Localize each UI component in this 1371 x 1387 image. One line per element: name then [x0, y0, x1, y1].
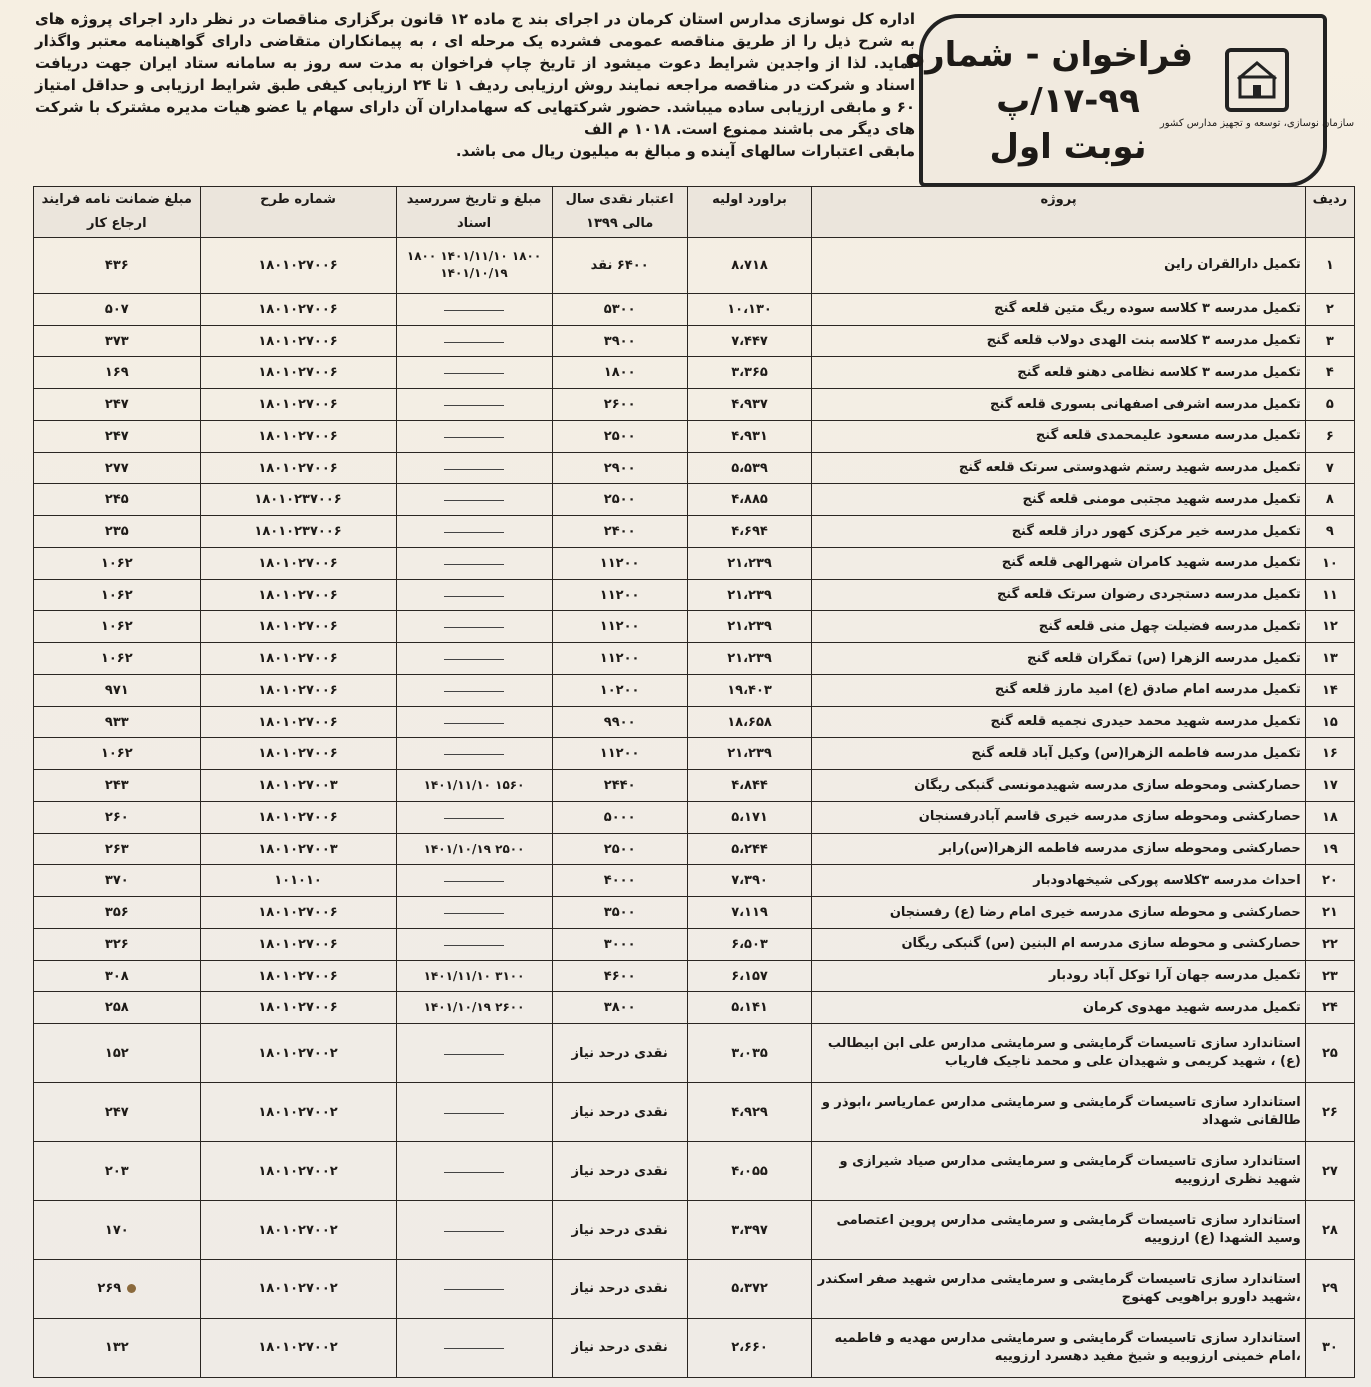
empty-dash: [444, 1170, 504, 1173]
plan-number: ۱۸۰۱۰۲۷۰۰۶: [200, 389, 396, 421]
table-body: [34, 238, 1355, 1378]
title-line-3: نوبت اول: [989, 127, 1147, 167]
empty-dash: [444, 530, 504, 533]
cash-credit: ۵۰۰۰: [552, 801, 687, 833]
empty-dash: [444, 1287, 504, 1290]
row-number: ۲۶: [1305, 1083, 1354, 1142]
guarantee-amount: ۲۴۷: [34, 1083, 201, 1142]
document-amount: [396, 674, 552, 706]
empty-dash: [444, 657, 504, 660]
initial-estimate: ۴،۸۸۵: [687, 484, 812, 516]
project-name: استاندارد سازی تاسیسات گرمایشی و سرمایشی مدارس عماریاسر ،ابوذر و طالقانی شهداد: [812, 1083, 1305, 1142]
table-row: [34, 674, 1355, 706]
guarantee-amount: ۲۷۷: [34, 452, 201, 484]
guarantee-amount: ۲۵۸: [34, 992, 201, 1024]
document-amount: [396, 1083, 552, 1142]
row-number: ۲۴: [1305, 992, 1354, 1024]
table-row: [34, 897, 1355, 929]
initial-estimate: ۵،۲۴۴: [687, 833, 812, 865]
table-row: [34, 516, 1355, 548]
document-amount: ۲۶۰۰ ۱۴۰۱/۱۰/۱۹: [396, 992, 552, 1024]
empty-dash: [444, 371, 504, 374]
project-name: تکمیل مدرسه شهید مهدوی کرمان: [812, 992, 1305, 1024]
row-number: ۴: [1305, 357, 1354, 389]
row-number: ۸: [1305, 484, 1354, 516]
plan-number: ۱۸۰۱۰۲۷۰۰۶: [200, 357, 396, 389]
table-row: [34, 1260, 1355, 1319]
empty-dash: [444, 752, 504, 755]
header-amount: مبلغ و تاریخ سررسید اسناد: [396, 187, 552, 238]
ink-dot-mark: [127, 1284, 136, 1293]
plan-number: ۱۸۰۱۰۲۷۰۰۶: [200, 897, 396, 929]
table-row: [34, 611, 1355, 643]
guarantee-amount: ۱۰۶۲: [34, 738, 201, 770]
initial-estimate: ۶،۱۵۷: [687, 960, 812, 992]
initial-estimate: ۶،۵۰۳: [687, 928, 812, 960]
organization-logo: [1159, 48, 1355, 158]
document-amount: [396, 865, 552, 897]
initial-estimate: ۳،۰۳۵: [687, 1024, 812, 1083]
project-name: تکمیل مدرسه امام صادق (ع) امید مارز قلعه گنج: [812, 674, 1305, 706]
table-row: [34, 389, 1355, 421]
table-row: [34, 452, 1355, 484]
project-name: حصارکشی ومحوطه سازی مدرسه فاطمه الزهرا(س)رابر: [812, 833, 1305, 865]
project-name: استاندارد سازی تاسیسات گرمایشی و سرمایشی مدارس علی ابن ابیطالب (ع) ، شهید کریمی و شهیدان علی و محمد ناجیک فاریاب: [812, 1024, 1305, 1083]
project-name: استاندارد سازی تاسیسات گرمایشی و سرمایشی مدارس صیاد شیرازی و شهید نظری ارزوییه: [812, 1142, 1305, 1201]
initial-estimate: ۸،۷۱۸: [687, 238, 812, 294]
cash-credit: ۶۴۰۰ نقد: [552, 238, 687, 294]
initial-estimate: ۲۱،۲۳۹: [687, 579, 812, 611]
row-number: ۱: [1305, 238, 1354, 294]
row-number: ۲۱: [1305, 897, 1354, 929]
cash-credit: ۱۱۲۰۰: [552, 643, 687, 675]
plan-number: ۱۸۰۱۰۲۷۰۰۲: [200, 1142, 396, 1201]
document-amount: [396, 1201, 552, 1260]
project-name: تکمیل مدرسه شهید رستم شهدوستی سرتک قلعه گنج: [812, 452, 1305, 484]
table-row: [34, 643, 1355, 675]
project-name: تکمیل مدرسه ۳ کلاسه بنت الهدی دولاب قلعه گنج: [812, 325, 1305, 357]
row-number: ۳: [1305, 325, 1354, 357]
cash-credit: ۲۴۰۰: [552, 516, 687, 548]
document-amount: ۱۸۰۰ ۱۴۰۱/۱۱/۱۰ ۱۸۰۰ ۱۴۰۱/۱۰/۱۹: [396, 238, 552, 294]
table-row: [34, 992, 1355, 1024]
initial-estimate: ۴،۹۳۷: [687, 389, 812, 421]
cash-credit: ۹۹۰۰: [552, 706, 687, 738]
document-amount: [396, 452, 552, 484]
guarantee-amount: ۴۳۶: [34, 238, 201, 294]
cash-credit: ۴۶۰۰: [552, 960, 687, 992]
cash-credit: نقدی درحد نیاز: [552, 1260, 687, 1319]
guarantee-amount: ۳۰۸: [34, 960, 201, 992]
row-number: ۱۳: [1305, 643, 1354, 675]
plan-number: ۱۸۰۱۰۲۷۰۰۲: [200, 1083, 396, 1142]
row-number: ۵: [1305, 389, 1354, 421]
table-row: [34, 547, 1355, 579]
initial-estimate: ۴،۸۴۴: [687, 770, 812, 802]
title-line-1: فراخوان - شماره: [905, 35, 1193, 75]
empty-dash: [444, 594, 504, 597]
header-guarantee: مبلغ ضمانت نامه فرایند ارجاع کار: [34, 187, 201, 238]
cash-credit: نقدی درحد نیاز: [552, 1083, 687, 1142]
guarantee-amount: ۵۰۷: [34, 293, 201, 325]
initial-estimate: ۱۹،۴۰۳: [687, 674, 812, 706]
document-amount: [396, 357, 552, 389]
row-number: ۱۱: [1305, 579, 1354, 611]
header-no: ردیف: [1305, 187, 1354, 238]
guarantee-amount: ۱۵۲: [34, 1024, 201, 1083]
cash-credit: ۲۹۰۰: [552, 452, 687, 484]
guarantee-amount: ۳۲۶: [34, 928, 201, 960]
table-row: [34, 801, 1355, 833]
initial-estimate: ۷،۴۴۷: [687, 325, 812, 357]
initial-estimate: ۵،۳۷۲: [687, 1260, 812, 1319]
document-amount: [396, 897, 552, 929]
table-row: [34, 325, 1355, 357]
document-amount: [396, 293, 552, 325]
table-row: [34, 238, 1355, 294]
cash-credit: ۱۱۲۰۰: [552, 547, 687, 579]
row-number: ۲۷: [1305, 1142, 1354, 1201]
guarantee-value: ۲۶۹: [97, 1281, 122, 1297]
table-row: [34, 1142, 1355, 1201]
project-name: تکمیل مدرسه اشرفی اصفهانی بسوری قلعه گنج: [812, 389, 1305, 421]
document-amount: [396, 643, 552, 675]
initial-estimate: ۴،۹۳۱: [687, 420, 812, 452]
initial-estimate: ۲۱،۲۳۹: [687, 643, 812, 675]
initial-estimate: ۳،۳۹۷: [687, 1201, 812, 1260]
document-amount: [396, 706, 552, 738]
project-name: حصارکشی و محوطه سازی مدرسه خیری امام رضا (ع) رفسنجان: [812, 897, 1305, 929]
plan-number: ۱۸۰۱۰۲۷۰۰۶: [200, 674, 396, 706]
guarantee-amount: ۲۶۳: [34, 833, 201, 865]
cash-credit: ۱۱۲۰۰: [552, 738, 687, 770]
plan-number: ۱۰۱۰۱۰: [200, 865, 396, 897]
cash-credit: ۴۰۰۰: [552, 865, 687, 897]
project-name: استاندارد سازی تاسیسات گرمایشی و سرمایشی مدارس پروین اعتصامی وسید الشهدا (ع) ارزوییه: [812, 1201, 1305, 1260]
empty-dash: [444, 467, 504, 470]
document-amount: [396, 579, 552, 611]
document-amount: [396, 547, 552, 579]
cash-credit: ۲۵۰۰: [552, 420, 687, 452]
table-row: [34, 1083, 1355, 1142]
empty-dash: [444, 911, 504, 914]
guarantee-amount: [34, 1260, 201, 1319]
plan-number: ۱۸۰۱۰۲۷۰۰۲: [200, 1260, 396, 1319]
plan-number: ۱۸۰۱۰۲۷۰۰۶: [200, 238, 396, 294]
empty-dash: [444, 340, 504, 343]
initial-estimate: ۳،۳۶۵: [687, 357, 812, 389]
table-row: [34, 960, 1355, 992]
project-name: تکمیل مدرسه فاطمه الزهرا(س) وکیل آباد قلعه گنج: [812, 738, 1305, 770]
projects-table: [33, 186, 1355, 1378]
header: [20, 8, 1355, 180]
empty-dash: [444, 1346, 504, 1349]
plan-number: ۱۸۰۱۰۲۳۷۰۰۶: [200, 516, 396, 548]
project-name: تکمیل مدرسه شهید کامران شهرالهی قلعه گنج: [812, 547, 1305, 579]
guarantee-amount: ۱۰۶۲: [34, 643, 201, 675]
empty-dash: [444, 1111, 504, 1114]
project-name: تکمیل مدرسه جهان آرا توکل آباد رودبار: [812, 960, 1305, 992]
cash-credit: ۵۳۰۰: [552, 293, 687, 325]
plan-number: ۱۸۰۱۰۲۷۰۰۶: [200, 992, 396, 1024]
initial-estimate: ۵،۵۳۹: [687, 452, 812, 484]
plan-number: ۱۸۰۱۰۲۷۰۰۳: [200, 770, 396, 802]
document-amount: [396, 801, 552, 833]
table-row: [34, 1024, 1355, 1083]
cash-credit: ۳۰۰۰: [552, 928, 687, 960]
initial-estimate: ۵،۱۴۱: [687, 992, 812, 1024]
plan-number: ۱۸۰۱۰۲۳۷۰۰۶: [200, 484, 396, 516]
initial-estimate: ۱۰،۱۳۰: [687, 293, 812, 325]
cash-credit: نقدی درحد نیاز: [552, 1024, 687, 1083]
plan-number: ۱۸۰۱۰۲۷۰۰۲: [200, 1024, 396, 1083]
plan-number: ۱۸۰۱۰۲۷۰۰۲: [200, 1201, 396, 1260]
title-box: [905, 14, 1355, 187]
project-name: حصارکشی ومحوطه سازی مدرسه خیری قاسم آبادرفسنجان: [812, 801, 1305, 833]
guarantee-amount: ۱۳۲: [34, 1318, 201, 1377]
empty-dash: [444, 1052, 504, 1055]
table-row: [34, 357, 1355, 389]
guarantee-amount: ۳۵۶: [34, 897, 201, 929]
initial-estimate: ۷،۱۱۹: [687, 897, 812, 929]
cash-credit: نقدی درحد نیاز: [552, 1318, 687, 1377]
row-number: ۷: [1305, 452, 1354, 484]
empty-dash: [444, 689, 504, 692]
cash-credit: ۲۶۰۰: [552, 389, 687, 421]
document-amount: [396, 325, 552, 357]
initial-estimate: ۲۱،۲۳۹: [687, 547, 812, 579]
document-amount: [396, 1260, 552, 1319]
cash-credit: نقدی درحد نیاز: [552, 1142, 687, 1201]
project-name: استاندارد سازی تاسیسات گرمایشی و سرمایشی مدارس مهدیه و فاطمیه ،امام خمینی ارزوییه و شیخ مفید دهسرد ارزوییه: [812, 1318, 1305, 1377]
plan-number: ۱۸۰۱۰۲۷۰۰۶: [200, 801, 396, 833]
document-amount: [396, 1142, 552, 1201]
document-amount: ۱۵۶۰ ۱۴۰۱/۱۱/۱۰: [396, 770, 552, 802]
initial-estimate: ۴،۶۹۴: [687, 516, 812, 548]
row-number: ۱۲: [1305, 611, 1354, 643]
initial-estimate: ۴،۹۲۹: [687, 1083, 812, 1142]
row-number: ۲: [1305, 293, 1354, 325]
row-number: ۹: [1305, 516, 1354, 548]
document-amount: [396, 1024, 552, 1083]
document-amount: [396, 389, 552, 421]
row-number: ۲۵: [1305, 1024, 1354, 1083]
plan-number: ۱۸۰۱۰۲۷۰۰۶: [200, 579, 396, 611]
project-name: احداث مدرسه ۳کلاسه پورکی شیخهادودبار: [812, 865, 1305, 897]
document-amount: [396, 484, 552, 516]
guarantee-amount: ۲۳۵: [34, 516, 201, 548]
plan-number: ۱۸۰۱۰۲۷۰۰۲: [200, 1318, 396, 1377]
guarantee-amount: ۳۷۳: [34, 325, 201, 357]
plan-number: ۱۸۰۱۰۲۷۰۰۶: [200, 738, 396, 770]
table-row: [34, 865, 1355, 897]
table-row: [34, 738, 1355, 770]
document-amount: [396, 516, 552, 548]
empty-dash: [444, 403, 504, 406]
header-plan: شماره طرح: [200, 187, 396, 238]
row-number: ۱۵: [1305, 706, 1354, 738]
header-project: پروژه: [812, 187, 1305, 238]
plan-number: ۱۸۰۱۰۲۷۰۰۳: [200, 833, 396, 865]
table-row: [34, 706, 1355, 738]
row-number: ۱۸: [1305, 801, 1354, 833]
initial-estimate: ۲۱،۲۳۹: [687, 738, 812, 770]
table-row: [34, 1201, 1355, 1260]
document-amount: [396, 420, 552, 452]
cash-credit: ۲۵۰۰: [552, 833, 687, 865]
table-row: [34, 293, 1355, 325]
cash-credit: ۱۰۲۰۰: [552, 674, 687, 706]
initial-estimate: ۱۸،۶۵۸: [687, 706, 812, 738]
project-name: تکمیل مدرسه خیر مرکزی کهور دراز قلعه گنج: [812, 516, 1305, 548]
project-name: تکمیل دارالقران راین: [812, 238, 1305, 294]
row-number: ۲۰: [1305, 865, 1354, 897]
project-name: حصارکشی و محوطه سازی مدرسه ام البنین (س) گنبکی ریگان: [812, 928, 1305, 960]
plan-number: ۱۸۰۱۰۲۷۰۰۶: [200, 452, 396, 484]
title-line-2: ۱۷-۹۹/پ: [996, 81, 1140, 121]
initial-estimate: ۷،۳۹۰: [687, 865, 812, 897]
intro-note: مابقی اعتبارات سالهای آینده و مبالغ به میلیون ریال می باشد.: [455, 142, 915, 160]
cash-credit: ۳۹۰۰: [552, 325, 687, 357]
guarantee-amount: ۹۷۱: [34, 674, 201, 706]
project-name: استاندارد سازی تاسیسات گرمایشی و سرمایشی مدارس شهید صفر اسکندر ،شهید داورو براهویی کهنوج: [812, 1260, 1305, 1319]
project-name: تکمیل مدرسه الزهرا (س) تمگران قلعه گنج: [812, 643, 1305, 675]
document-amount: ۲۵۰۰ ۱۴۰۱/۱۰/۱۹: [396, 833, 552, 865]
guarantee-amount: ۳۷۰: [34, 865, 201, 897]
guarantee-amount: ۲۶۰: [34, 801, 201, 833]
header-cash: اعتبار نقدی سال مالی ۱۳۹۹: [552, 187, 687, 238]
row-number: ۱۶: [1305, 738, 1354, 770]
guarantee-amount: ۱۷۰: [34, 1201, 201, 1260]
cash-credit: ۲۴۴۰: [552, 770, 687, 802]
initial-estimate: ۵،۱۷۱: [687, 801, 812, 833]
initial-estimate: ۲،۶۶۰: [687, 1318, 812, 1377]
table-row: [34, 420, 1355, 452]
cash-credit: ۱۱۲۰۰: [552, 611, 687, 643]
plan-number: ۱۸۰۱۰۲۷۰۰۶: [200, 928, 396, 960]
table-row: [34, 484, 1355, 516]
project-name: تکمیل مدرسه ۳ کلاسه نظامی دهنو قلعه گنج: [812, 357, 1305, 389]
project-name: تکمیل مدرسه شهید محمد حیدری نجمیه قلعه گنج: [812, 706, 1305, 738]
cash-credit: نقدی درحد نیاز: [552, 1201, 687, 1260]
cash-credit: ۳۸۰۰: [552, 992, 687, 1024]
empty-dash: [444, 435, 504, 438]
cash-credit: ۲۵۰۰: [552, 484, 687, 516]
row-number: ۶: [1305, 420, 1354, 452]
school-building-emblem-icon: [1225, 48, 1289, 112]
cash-credit: ۱۸۰۰: [552, 357, 687, 389]
plan-number: ۱۸۰۱۰۲۷۰۰۶: [200, 960, 396, 992]
table-row: [34, 928, 1355, 960]
plan-number: ۱۸۰۱۰۲۷۰۰۶: [200, 325, 396, 357]
plan-number: ۱۸۰۱۰۲۷۰۰۶: [200, 706, 396, 738]
guarantee-amount: ۲۴۷: [34, 420, 201, 452]
guarantee-amount: ۲۴۷: [34, 389, 201, 421]
table-row: [34, 833, 1355, 865]
guarantee-amount: ۲۴۵: [34, 484, 201, 516]
guarantee-amount: ۲۴۳: [34, 770, 201, 802]
initial-estimate: ۲۱،۲۳۹: [687, 611, 812, 643]
guarantee-amount: ۱۶۹: [34, 357, 201, 389]
intro-text: اداره کل نوسازی مدارس استان کرمان در اجرای بند ج ماده ۱۲ قانون برگزاری مناقصات در نظر دارد اجرای پروژه های به شرح ذیل را از طریق مناقصه عمومی فشرده یک مرحله ای ، به پیمانکاران متقاضی دارای گواهینامه معتبر واگذار نماید. لذا از واجدین شرایط دعوت میشود از تاریخ چاپ فراخوان به مدت سه روز به سامانه ستاد ایران جهت دریافت اسناد و شرکت در مناقصه مراجعه نمایند روش ارزیابی ردیف ۱ تا ۲۴ ارزیابی کیفی طبق شرایط ارزیابی و حداقل امتیاز ۶۰ و مابقی ارزیابی ساده میباشد. حضور شرکتهایی که سهامداران آن دارای سهام یا عضو هیات مدیره مشترک با شرکت های دیگر می باشند ممنوع است. ۱۰۱۸ م الف: [35, 10, 915, 138]
document-amount: [396, 738, 552, 770]
empty-dash: [444, 562, 504, 565]
guarantee-amount: ۲۰۳: [34, 1142, 201, 1201]
initial-estimate: ۴،۰۵۵: [687, 1142, 812, 1201]
empty-dash: [444, 1229, 504, 1232]
empty-dash: [444, 308, 504, 311]
empty-dash: [444, 943, 504, 946]
project-name: تکمیل مدرسه شهید مجتبی مومنی قلعه گنج: [812, 484, 1305, 516]
cash-credit: ۳۵۰۰: [552, 897, 687, 929]
row-number: ۱۴: [1305, 674, 1354, 706]
project-name: تکمیل مدرسه فضیلت چهل منی قلعه گنج: [812, 611, 1305, 643]
header-estimate: براورد اولیه: [687, 187, 812, 238]
plan-number: ۱۸۰۱۰۲۷۰۰۶: [200, 643, 396, 675]
project-name: حصارکشی ومحوطه سازی مدرسه شهیدمونسی گنبکی ریگان: [812, 770, 1305, 802]
project-name: تکمیل مدرسه ۳ کلاسه سوده ریگ متین قلعه گنج: [812, 293, 1305, 325]
empty-dash: [444, 498, 504, 501]
plan-number: ۱۸۰۱۰۲۷۰۰۶: [200, 611, 396, 643]
document-amount: [396, 928, 552, 960]
plan-number: ۱۸۰۱۰۲۷۰۰۶: [200, 293, 396, 325]
row-number: ۱۷: [1305, 770, 1354, 802]
project-name: تکمیل مدرسه دستجردی رضوان سرتک قلعه گنج: [812, 579, 1305, 611]
notice-title: [905, 32, 1193, 170]
logo-caption: سازمان نوسازی، توسعه و تجهیز مدارس کشور: [1159, 118, 1355, 129]
document-amount: [396, 611, 552, 643]
row-number: ۲۳: [1305, 960, 1354, 992]
empty-dash: [444, 816, 504, 819]
table-header-row: [34, 187, 1355, 238]
row-number: ۱۹: [1305, 833, 1354, 865]
plan-number: ۱۸۰۱۰۲۷۰۰۶: [200, 547, 396, 579]
row-number: ۲۹: [1305, 1260, 1354, 1319]
guarantee-amount: ۱۰۶۲: [34, 611, 201, 643]
cash-credit: ۱۱۲۰۰: [552, 579, 687, 611]
row-number: ۳۰: [1305, 1318, 1354, 1377]
row-number: ۲۲: [1305, 928, 1354, 960]
document-amount: [396, 1318, 552, 1377]
guarantee-amount: ۱۰۶۲: [34, 579, 201, 611]
table-row: [34, 579, 1355, 611]
guarantee-amount: ۱۰۶۲: [34, 547, 201, 579]
table-row: [34, 770, 1355, 802]
row-number: ۱۰: [1305, 547, 1354, 579]
plan-number: ۱۸۰۱۰۲۷۰۰۶: [200, 420, 396, 452]
guarantee-amount: ۹۳۳: [34, 706, 201, 738]
table-row: [34, 1318, 1355, 1377]
document-amount: ۳۱۰۰ ۱۴۰۱/۱۱/۱۰: [396, 960, 552, 992]
empty-dash: [444, 879, 504, 882]
row-number: ۲۸: [1305, 1201, 1354, 1260]
intro-paragraph: [35, 8, 915, 162]
empty-dash: [444, 721, 504, 724]
empty-dash: [444, 625, 504, 628]
project-name: تکمیل مدرسه مسعود علیمحمدی قلعه گنج: [812, 420, 1305, 452]
